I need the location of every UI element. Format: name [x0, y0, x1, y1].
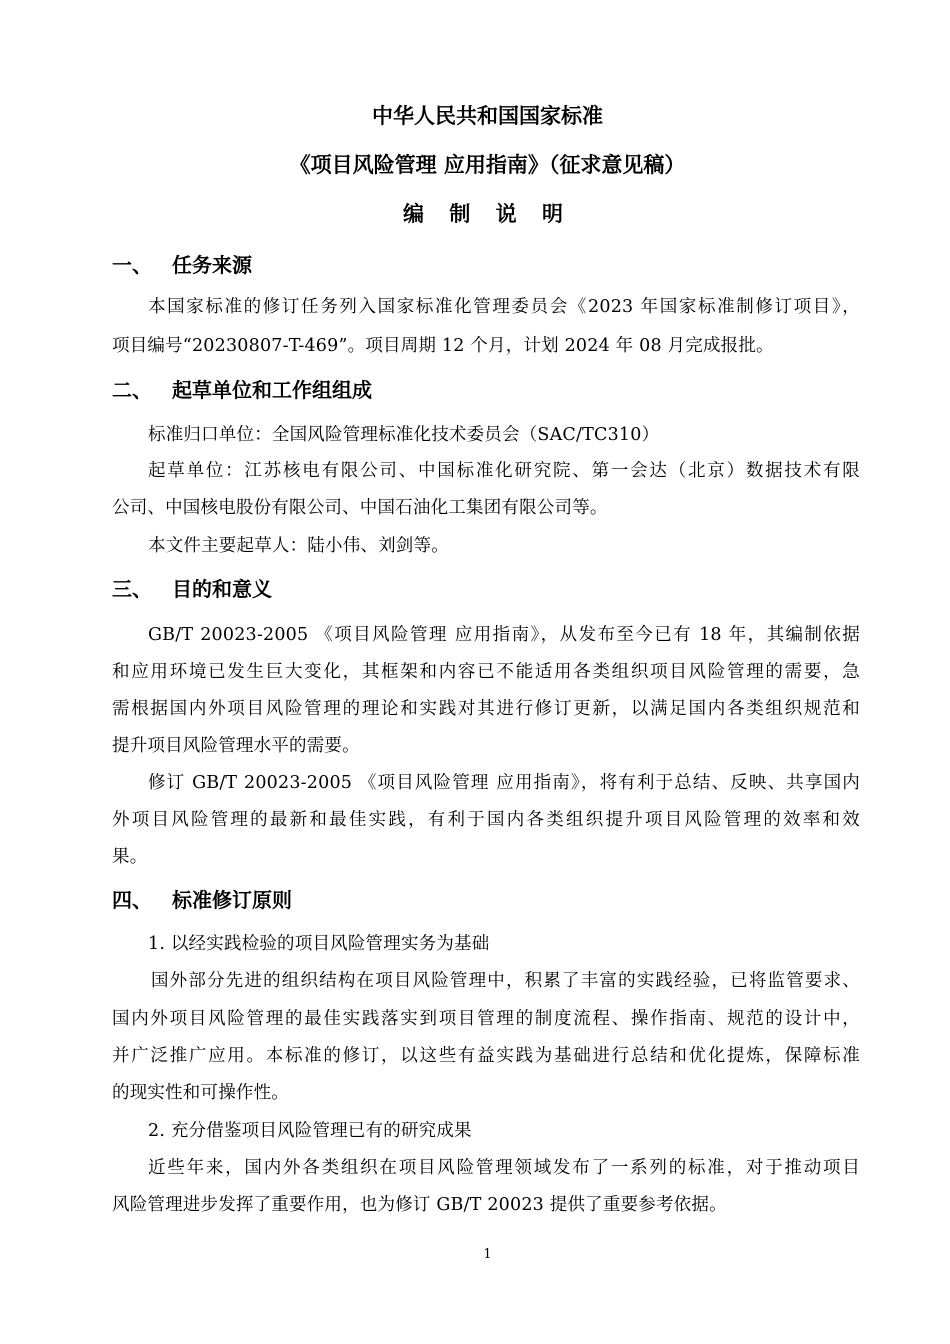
document-title-line3: 编 制 说 明	[403, 202, 572, 226]
subsection-heading: 1. 以经实践检验的项目风险管理实务为基础	[148, 934, 490, 954]
section-number: 一、	[112, 253, 152, 277]
page-number: 1	[483, 1247, 492, 1262]
paragraph-line: 起草单位：江苏核电有限公司、中国标准化研究院、第一会达（北京）数据技术有限	[148, 461, 860, 481]
section-title: 任务来源	[172, 253, 252, 277]
paragraph-line: 外项目风险管理的最新和最佳实践，有利于国内各类组织提升项目风险管理的效率和效	[112, 810, 860, 830]
section-title: 目的和意义	[172, 577, 272, 601]
paragraph-line: 修订 GB/T 20023-2005 《项目风险管理 应用指南》，将有利于总结、反映、共享国内	[148, 773, 860, 793]
section-heading-3	[112, 575, 272, 603]
section-title: 标准修订原则	[172, 888, 292, 912]
paragraph-line: 近些年来，国内外各类组织在项目风险管理领域发布了一系列的标准，对于推动项目	[148, 1158, 860, 1178]
section-heading-2	[112, 376, 372, 404]
paragraph-line: 风险管理进步发挥了重要作用，也为修订 GB/T 20023 提供了重要参考依据。	[112, 1195, 727, 1215]
paragraph-line: 国外部分先进的组织结构在项目风险管理中，积累了丰富的实践经验，已将监管要求、	[151, 971, 860, 991]
section-number: 二、	[112, 378, 152, 402]
section-number: 四、	[112, 888, 152, 912]
paragraph-line: 并广泛推广应用。本标准的修订，以这些有益实践为基础进行总结和优化提炼，保障标准	[112, 1046, 860, 1066]
section-heading-1	[112, 251, 252, 279]
subsection-heading: 2. 充分借鉴项目风险管理已有的研究成果	[148, 1121, 472, 1141]
paragraph-line: 提升项目风险管理水平的需要。	[112, 736, 360, 756]
paragraph-line: GB/T 20023-2005 《项目风险管理 应用指南》，从发布至今已有 18 年，其编制依据	[148, 625, 860, 645]
paragraph-line: 本文件主要起草人：陆小伟、刘剑等。	[148, 536, 449, 556]
paragraph-line: 的现实性和可操作性。	[112, 1083, 289, 1103]
paragraph-line: 本国家标准的修订任务列入国家标准化管理委员会《2023 年国家标准制修订项目》，	[148, 297, 860, 317]
document-title-line1: 中华人民共和国国家标准	[372, 104, 603, 128]
paragraph-line: 项目编号“20230807-T-469”。项目周期 12 个月，计划 2024 年 08 月完成报批。	[112, 336, 774, 356]
paragraph-line: 标准归口单位：全国风险管理标准化技术委员会（SAC/TC310）	[148, 425, 660, 445]
paragraph-line: 国内外项目风险管理的最佳实践落实到项目管理的制度流程、操作指南、规范的设计中，	[112, 1009, 860, 1029]
document-title-line2: 《项目风险管理 应用指南》（征求意见稿）	[289, 153, 686, 177]
section-heading-4	[112, 886, 292, 914]
section-number: 三、	[112, 577, 152, 601]
paragraph-line: 果。	[112, 847, 148, 867]
section-title: 起草单位和工作组组成	[172, 378, 372, 402]
paragraph-line: 和应用环境已发生巨大变化，其框架和内容已不能适用各类组织项目风险管理的需要，急	[112, 662, 860, 682]
paragraph-line: 公司、中国核电股份有限公司、中国石油化工集团有限公司等。	[112, 498, 608, 518]
paragraph-line: 需根据国内外项目风险管理的理论和实践对其进行修订更新，以满足国内各类组织规范和	[112, 699, 860, 719]
